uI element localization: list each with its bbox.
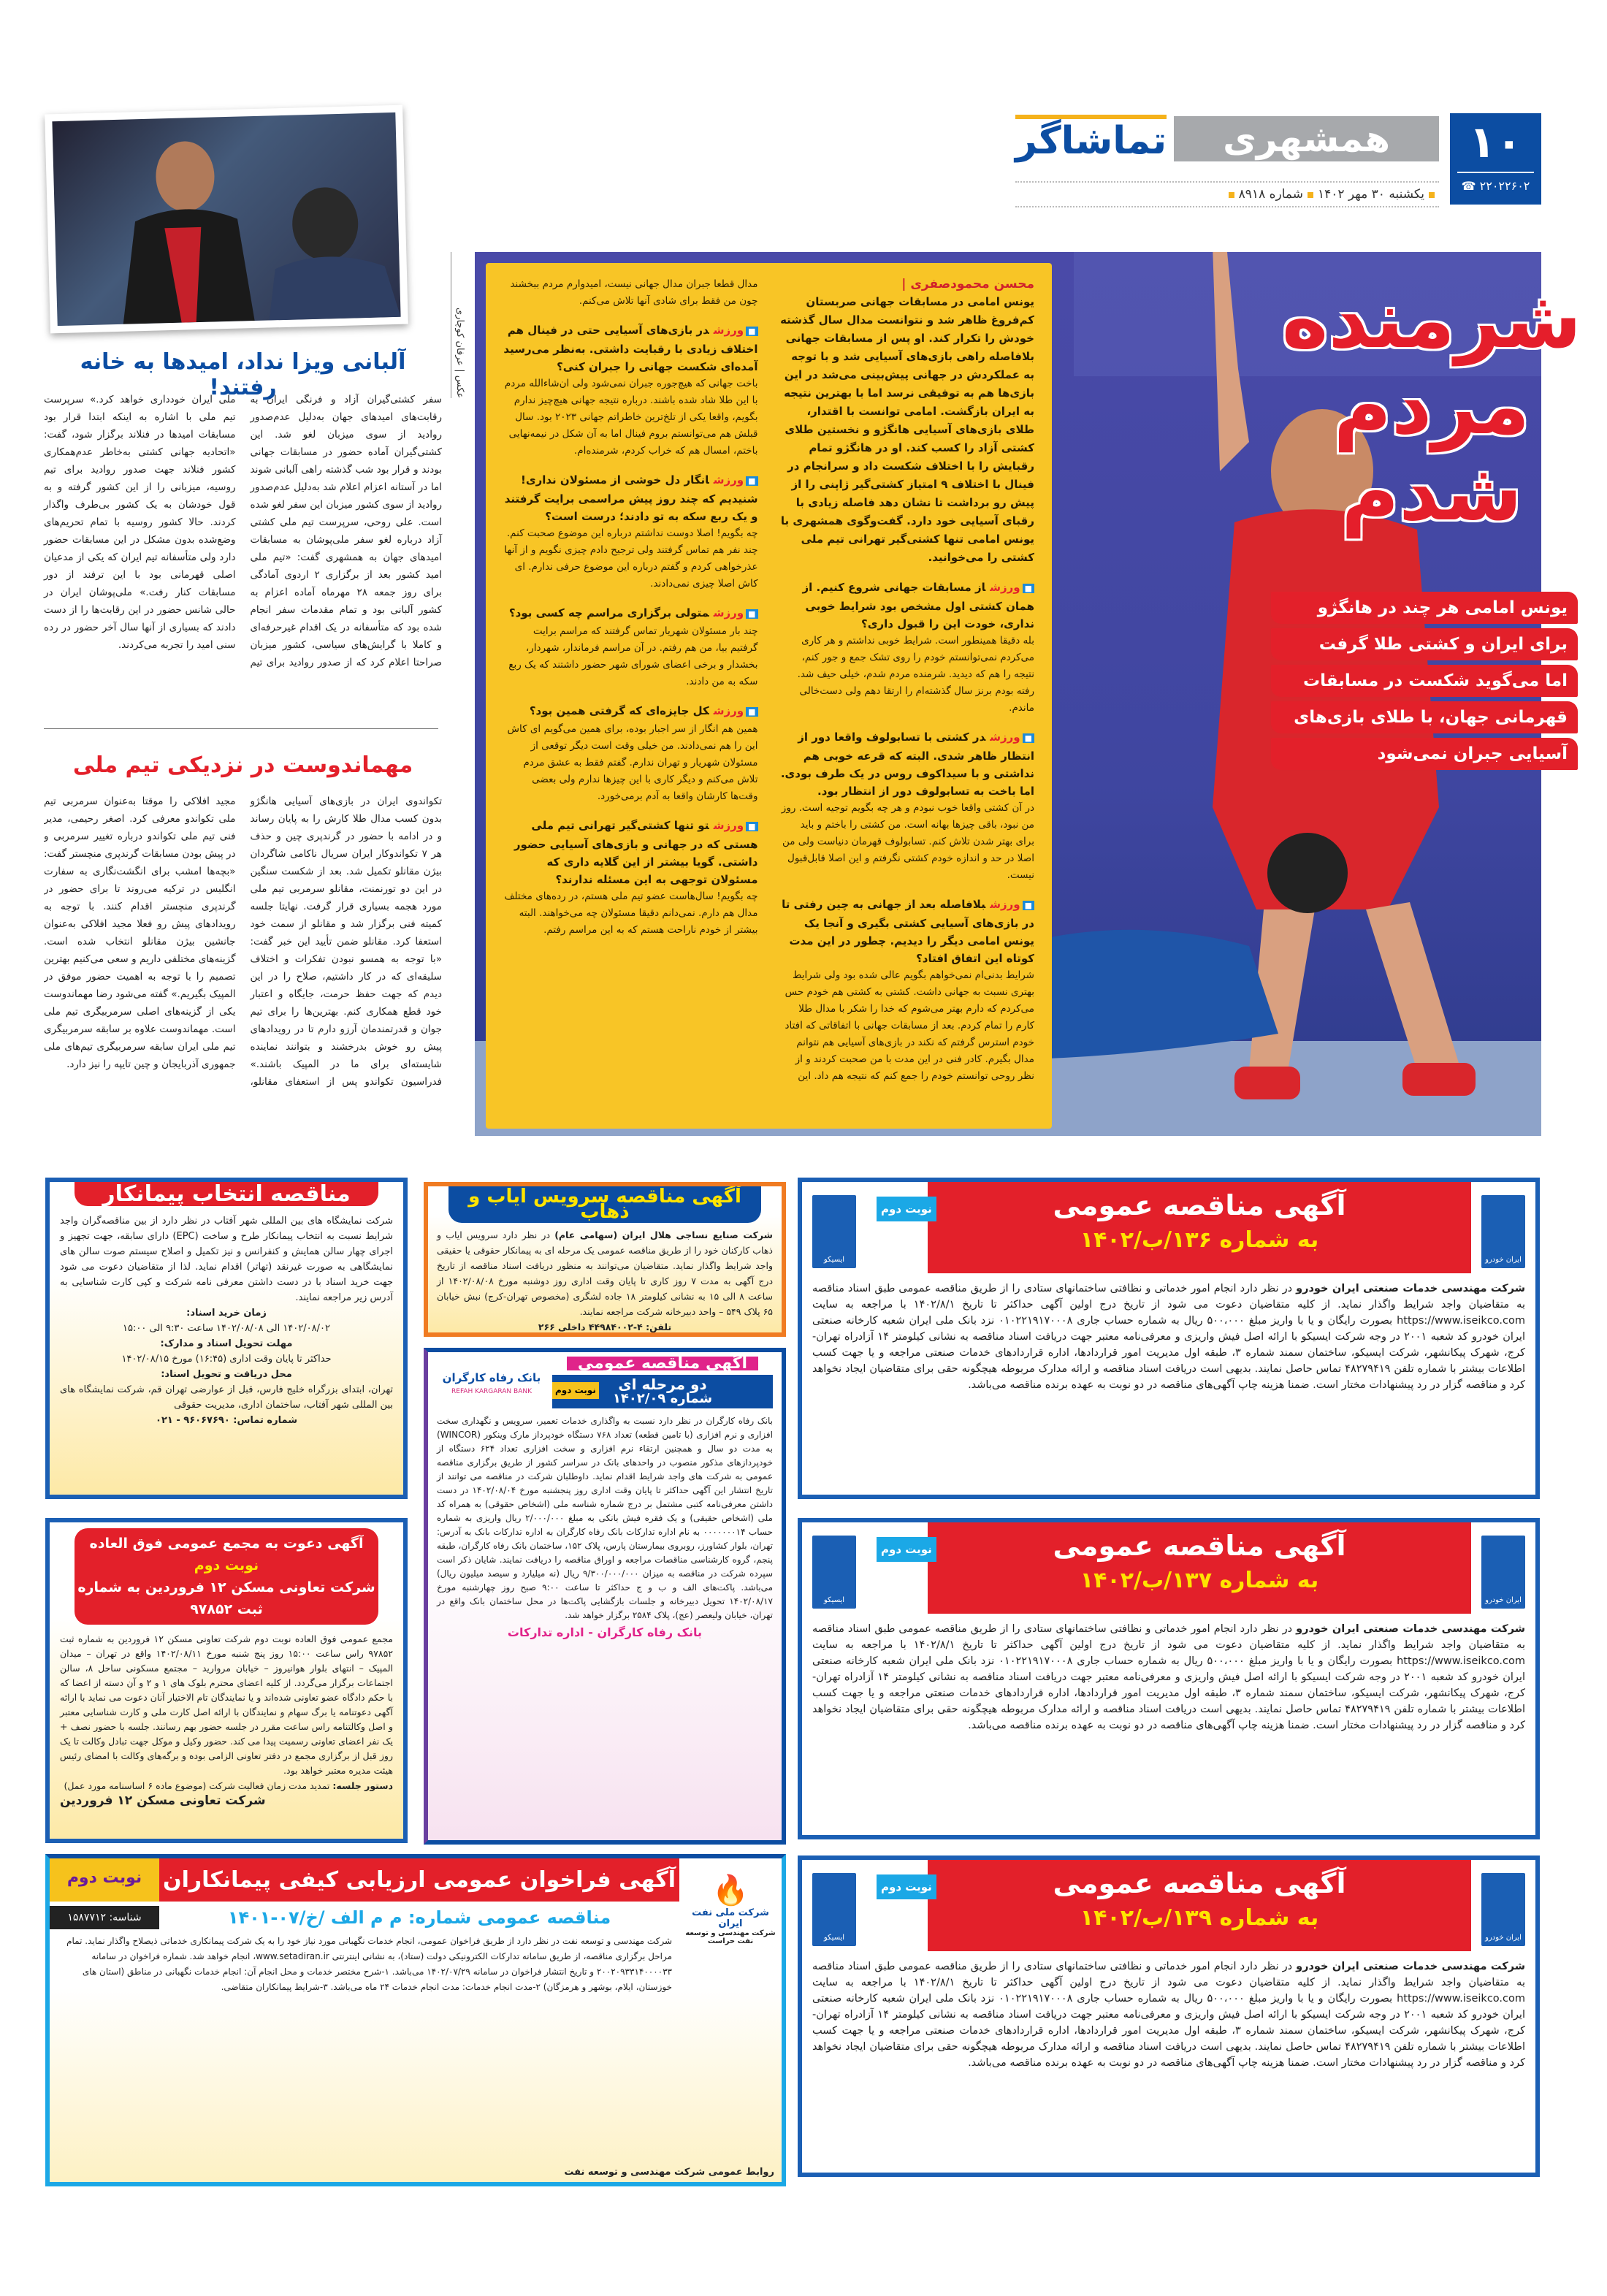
tender-title-band: [881, 1522, 1471, 1614]
question-text: انگار دل خوشی از مسئولان نداری! شنیدیم که چند روز پیش مراسمی برایت گرفتند و یک ربع سکه به تو دادند؛ درست است؟: [504, 473, 758, 523]
wrestlers-photo: [45, 105, 408, 334]
logo-icon: ■: [1023, 584, 1034, 593]
ad-khodro-tender: [798, 1856, 1540, 2177]
logo-text: ایسیکو: [823, 1934, 845, 1942]
ad-body: شرکت مهندسی و توسعه نفت در نظر دارد از طریق فراخوان عمومی، انجام خدمات نگهبانی مورد نیاز خود را به یک شرکت پیمانکاری خدماتی ذیصلاح واگذار نماید. تمام مراحل برگزاری مناقصه، از طریق سامانه تدارکات الکترونیکی دولت (ستاد)، به نشانی اینترنتی www.setadiran.ir، انجام خواهد شد. شماره فراخوان در سامانه ۲۰۰۲۰۹۳۳۱۴۰۰۰۰۳۳ و تاریخ انتشار فراخوان در سامانه ۱۴۰۲/۰۷/۲۹ می‌باشد. ۱-شرح مختصر خدمات و محل انجام آن: انجام خدمات نگهبانی در مناطق (استان های خوزستان، ایلام، بوشهر و هرمزگان) ۲-مدت انجام خدمات: مدت انجام خدمات ۲۴ ماه می‌باشد. ۳-شرایط پیمانکاران متقاضی.: [66, 1936, 672, 1992]
subhead-line: آسیایی جبران نمی‌شود: [1271, 738, 1578, 770]
interview-intro: یونس امامی در مسابقات جهانی صربستان کم‌فروغ ظاهر شد و نتوانست مدال سال گذشته خودش را تکرار کند. او پس از مسابقات جهانی بلافاصله راهی بازی‌های آسیایی شد و با توجه به عملکردش در جهانی پیش‌بینی می‌شد در این بازی‌ها هم به توفیقی نرسد اما با بهترین نتیجه به ایران بازگشت. امامی توانست با اقتدار، طلای بازی‌های آسیایی هانگژو و نخستین طلای کشتی آزاد را کسب کند. او در هانگژو تمام رقبایش را با اختلاف شکست داد و سرانجام در فینال با اختلاف ۹ امتیاز کشتی‌گیر ژاپنی را از پیش رو برداشت تا نشان دهد فاصله زیادی با رقبای آسیایی خود دارد. گفت‌وگوی همشهری با یونس امامی تنها کشتی‌گیر تهرانی تیم ملی کشتی را می‌خوانید.: [780, 295, 1034, 564]
round-badge: نوبت دوم: [877, 1874, 936, 1899]
logo-icon: ■: [746, 476, 757, 486]
article-headline-albania: آلبانی ویزا نداد، امیدها به خانه رفتند!: [80, 349, 406, 400]
interview-question: [503, 471, 758, 525]
round-badge: نوبت دوم: [194, 1557, 259, 1574]
ad-body: شرکت نمایشگاه های بین المللی شهر آفتاب در نظر دارد از بین مناقصه‌گران واجد شرایط نسبت به انتخاب پیمانکار طرح و ساخت (EPC) دارای سابقه، جهت تجهیز و اجرای چهار سالن همایش و کنفرانس و نیز تکمیل و اصلاح سیستم صوت سالن های نمایشگاهی به صورت غیرنقد (تهاتر) اقدام نماید. لذا از متقاضیان دعوت می شود جهت خرید اسناد با در دست داشتن معرفی نامه شرکت و کپی کارت شناسایی به آدرس زیر مراجعه نمایند.: [60, 1216, 393, 1303]
tender-title-band: [881, 1182, 1471, 1273]
interview-answer: چه بگویم! سال‌هاست عضو تیم ملی هستم، در رده‌های مختلف مدال هم دارم. نمی‌دانم دقیقا مسئولان چه می‌خواهند. البته بیشتر از خودم ناراحت هستم که به این مراسم رفتم.: [504, 890, 758, 936]
sub-headline: [1271, 592, 1578, 774]
ad-footer: روابط عمومی شرکت مهندسی و توسعه نفت: [564, 2167, 774, 2178]
interview-question: [780, 896, 1035, 967]
ad-signature: شرکت تعاونی مسکن ۱۲ فروردین: [60, 1793, 266, 1808]
tender-number: به شماره ۱۳۷/ب/۱۴۰۲: [1080, 1568, 1319, 1593]
ad-label: مهلت تحویل اسناد و مدارک:: [160, 1338, 293, 1349]
agenda-label: دستور جلسه:: [332, 1780, 393, 1791]
ad-khodro-tender: [798, 1178, 1540, 1499]
refah-logo: [437, 1357, 546, 1408]
subhead-line: برای ایران و کشتی طلا گرفت: [1271, 628, 1578, 660]
logo-text: ایران خودرو: [1485, 1256, 1522, 1264]
photo-credit: عکس | عرفان کوچاری: [451, 252, 465, 398]
tag-label: ورزش: [990, 581, 1020, 594]
company-name: شرکت مهندسی خدمات صنعتی ایران خودرو: [1296, 1283, 1525, 1294]
logo-main: همشهری: [1174, 116, 1439, 161]
interview-answer: در آن کشتی واقعا خوب نبودم و هر چه بگویم توجیه است. روز من نبود، باقی چیزها بهانه است. من کشتی را باختم و باید برای بهتر شدن تلاش کنم. تسابولوف قهرمان دنیاست ولی من اصلا در حد و اندازه خودم کشتی نگرفتم و این اصلا قابل‌قبول نیست.: [781, 802, 1034, 881]
tender-title-band: [881, 1860, 1471, 1951]
tag-label: ورزش: [713, 324, 744, 337]
subhead-line: قهرمانی جهان، با طلای بازی‌های: [1271, 701, 1578, 733]
article-body-albania: سفر کشتی‌گیران آزاد و فرنگی ایران به رقابت‌های امیدهای جهان به‌دلیل عدم‌صدور روادید از سوی میزبان لغو شد. این کشتی‌گیران آماده حضور در مسابقات جهانی بودند و قرار بود شب گذشته راهی آلبانی شوند اما در آستانه اعزام اعلام شد به‌دلیل عدم‌صدور روادید از سوی کشور میزبان این سفر لغو شده است. علی روحی، سرپرست تیم ملی کشتی آزاد درباره لغو سفر ملی‌پوشان به مسابقات امیدهای جهان به همشهری گفت: «تیم ملی امید کشور بعد از برگزاری ۲ اردوی آمادگی برای روز جمعه ۲۸ مهرماه آماده اعزام به کشور آلبانی بود و تمام مقدمات سفر انجام شده بود که متأسفانه در یک اقدام غیرحرفه‌ای و کاملا با گرایش‌های سیاسی، کشور میزبان صراحتا اعلام کرد که از صدور روادید برای تیم ملی ایران خودداری خواهد کرد.» سرپرست تیم ملی با اشاره به اینکه ابتدا قرار بود مسابقات امیدها در فنلاند برگزار شود، گفت: «اتحادیه جهانی کشتی به‌خاطر عدم‌همکاری کشور فنلاند جهت صدور روادید برای تیم روسیه، میزبانی را از این کشور گرفته و به قول خودشان به یک کشور بی‌طرف واگذار کردند. حالا کشور روسیه با تمام تحریم‌های وضع‌شده بدون مشکل در این مسابقات حضور دارد ولی متأسفانه تیم ایران که یکی از مدعیان اصلی قهرمانی بود با این ترفند از دور مسابقات کنار رفت.» ملی‌پوشان ایران در حالی شانس حضور در این رقابت‌ها را از دست دادند که بسیاری از آنها سال آخر حضور در رده سنی امید را تجربه می‌کردند.: [44, 394, 442, 668]
isiko-logo: [812, 1195, 856, 1268]
tender-title: آگهی مناقصه عمومی: [1053, 1867, 1346, 1899]
company-name: شرکت مهندسی خدمات صنعتی ایران خودرو: [1296, 1961, 1525, 1972]
interview-answer: چه بگویم! اصلا دوست نداشتم درباره این موضوع صحبت کنم. چند نفر هم تماس گرفتند ولی ترجیح دادم چیزی نگویم و از آنها عذرخواهی کردم و گفتم درباره این موضوع حرفی ندارم. ای کاش اصلا چیزی نمی‌دادند.: [504, 527, 758, 590]
logo-icon: ■: [1023, 733, 1034, 743]
interview-question: [780, 728, 1035, 800]
ad-title-line: شرکت تعاونی مسکن ۱۲ فروردین به شماره ثبت ۹۷۸۵۲: [77, 1579, 375, 1617]
interview-panel: [486, 263, 1052, 1129]
ad-phone: شماره تماس: ۹۶۰۶۷۶۹۰ - ۰۲۱: [156, 1415, 297, 1426]
interview-answer: شرایط بدنی‌ام نمی‌خواهم بگویم عالی شده بود ولی شرایط بهتری نسبت به جهانی داشت. کشتی به کشتی هم خودم حس می‌کردم که دارم بهتر می‌شوم که خدا را شکر با مدال طلا کارم را تمام کردم. بعد از مسابقات جهانی با اتفاقاتی که افتاد خودم استرس گرفتم که نکند در بازی‌های آسیایی هم نتوانم مدال بگیرم. کادر فنی در این مدت با من صحبت کردند و از نظر روحی توانستم خودم را جمع کنم که نتیجه هم داد. این مدال قطعا جبران مدال جهانی نیست، امیدوارم مردم ببخشند چون من فقط برای شادی آنها تلاش می‌کنم.: [510, 278, 1034, 1082]
round-badge: نوبت دوم: [877, 1197, 936, 1221]
varzesh-tag: [990, 898, 1034, 911]
interview-question: [780, 579, 1035, 633]
isiko-logo: [812, 1536, 856, 1609]
round-badge: نوبت دوم: [552, 1382, 599, 1399]
ad-title: آگهی مناقصه سرویس ایاب و ذهاب: [448, 1186, 761, 1223]
logo-text: ایران خودرو: [1485, 1934, 1522, 1942]
ad-title: [75, 1528, 378, 1625]
tender-body: [812, 1959, 1525, 2071]
logo-icon: ■: [1023, 901, 1034, 910]
tender-number: به شماره ۱۳۹/ب/۱۴۰۲: [1080, 1905, 1319, 1931]
tender-body: [812, 1621, 1525, 1734]
question-text: در کشتی با تسابولوف واقعا دور از انتظار ظاهر شدی. البته که قرعه خوبی هم نداشتی و با سیداکوف روس در یک طرف بودی. اما باخت به تسابولوف دور از انتظار بود.: [780, 731, 1034, 798]
ad-body: در نظر دارد سرویس ایاب و ذهاب کارکنان خود را از طریق مناقصه عمومی یک مرحله ای به پیمانکار حقوقی یا حقیقی واجد شرایط واگذار نماید. متقاضیان می‌توانند به منظور دریافت اسناد مناقصه از تاریخ درج آگهی به مدت ۷ روز کاری تا پایان وقت اداری روز دوشنبه مورخ ۱۴۰۲/۰۸/۰۸ از ساعت ۸ الی ۱۵ به نشانی کیلومتر ۱۸ جاده لشگری (مخصوص تهران-کرج) نبش خیابان ۶۵ پلاک ۵۴۹ – واحد دبیرخانه شرکت مراجعه نمایند.: [437, 1229, 774, 1317]
tag-label: ورزش: [713, 606, 744, 619]
page-number: ۱۰: [1468, 117, 1523, 168]
varzesh-tag: [714, 819, 758, 832]
article-body-taekwondo: تکواندوی ایران در بازی‌های آسیایی هانگژو بدون کسب مدال طلا کارش را به پایان رساند و در ادامه با حضور در گرندپری چین و حذف هر ۷ تکواندوکار ایران سریال ناکامی شاگردان بیژن مقانلو تکمیل شد. بعد از شکست سنگین در این دو تورنمنت، مقانلو سرمربی تیم ملی مورد هجمه بسیاری قرار گرفت. نهایتا جلسه کمیته فنی برگزار شد و مقانلو از سمت خود استعفا کرد. مقانلو ضمن تأیید این خبر گفت: «با توجه به همسو نبودن تفکرات و اختلاف سلیقه‌ای که در کار داشتیم، صلاح را در این دیدم که جهت حفظ حرمت، جایگاه و اعتبار خود قطع همکاری کنم. بهترین‌ها را برای تیم جوان و قدرتمندمان آرزو دارم تا در رویدادهای پیش رو خوش بدرخشند و بتوانند نماینده شایسته‌ای برای ما در المپیک باشند.» فدراسیون تکواندو پس از استعفای مقانلو، مجید افلاکی را موقتا به‌عنوان سرمربی تیم ملی تکواندو معرفی کرد. اصغر رحیمی، مدیر فنی تیم ملی تکواندو درباره تغییر سرمربی و در پیش بودن مسابقات گرندپری منچستر گفت: «بچه‌ها امشب برای انگشت‌نگاری به سفارت انگلیس در ترکیه می‌روند تا برای حضور در گرندپری منچستر اقدام کنند. با توجه به رویدادهای پیش رو فعلا مجید افلاکی به‌عنوان جانشین بیژن مقانلو انتخاب شده است. گزینه‌های مختلفی داریم و سعی می‌کنیم بهترین تصمیم را با توجه به اهمیت حضور موفق در المپیک بگیریم.» گفته می‌شود رضا مهماندوست یکی از گزینه‌های اصلی سرمربیگری تیم ملی است. مهماندوست علاوه بر سابقه سرمربیگری تیم ملی ایران سابقه سرمربیگری تیم‌های ملی جمهوری آذربایجان و چین تایپه را نیز دارد.: [44, 796, 442, 1088]
tag-label: ورزش: [990, 898, 1020, 911]
varzesh-tag: [714, 704, 758, 717]
bank-name-en: REFAH KARGARAN BANK: [451, 1388, 532, 1395]
ad-id: شناسه: ۱۵۸۷۷۱۲: [50, 1906, 159, 1929]
flame-icon: 🔥: [712, 1874, 749, 1907]
interview-answer: باخت جهانی که هیچ‌جوره جبران نمی‌شود ولی ان‌شاءالله مردم با این طلا شاد شده باشند. درباره نتیجه جهانی هیچ‌چیز ندارم بگویم، واقعا یکی از تلخ‌ترین خاطراتم جهانی ۲۰۲۳ بود. سال قبلش هم می‌توانستم بروم فینال اما به آن شکل در نیمه‌نهایی باختم، امسال هم که خراب کردم، شرمنده‌ام.: [504, 378, 758, 457]
interview-question: [503, 604, 758, 623]
phone-number: ☎ ۲۲۰۲۲۶۰۲: [1457, 172, 1534, 193]
logo-icon: ■: [746, 822, 757, 831]
interview-question: [503, 817, 758, 888]
naft-logo: [679, 1858, 782, 1995]
phone-icon: ☎: [1461, 179, 1480, 193]
ad-shuttle-service: [424, 1182, 786, 1337]
tender-title: آگهی مناقصه عمومی: [1053, 1530, 1346, 1562]
tag-label: ورزش: [713, 473, 744, 487]
logo-icon: ■: [746, 707, 757, 717]
varzesh-tag: [714, 324, 758, 337]
varzesh-tag: [990, 581, 1034, 594]
company-sub: شرکت مهندسی و توسعه نفت حراست: [685, 1929, 776, 1945]
main-headline: شرمنده مردم شدم: [1281, 275, 1582, 538]
ad-assembly-invitation: [45, 1518, 408, 1843]
logo-icon: ■: [746, 609, 757, 619]
varzesh-tag: [714, 606, 758, 619]
issue-date: یکشنبه ۳۰ مهر ۱۴۰۲: [1317, 187, 1424, 202]
question-text: تو تنها کشتی‌گیر تهرانی تیم ملی هستی که در جهانی و بازی‌های آسیایی حضور داشتی. گویا بیشتر از این گلایه داری که مسئولان توجهی به این مسئله ندارند؟: [514, 819, 758, 886]
divider: [44, 728, 438, 729]
varzesh-tag: [990, 731, 1034, 744]
ad-body: بانک رفاه کارگران در نظر دارد نسبت به واگذاری خدمات تعمیر، سرویس و نگهداری سخت افزاری و نرم افزاری (با تامین قطعه) تعداد ۷۶۸ دستگاه خودپرداز مارک وینکور (WINCOR) به مدت دو سال و همچنین ارتقاء نرم افزاری و سخت افزاری تعداد ۶۲۴ دستگاه از خودپردازهای مذکور منصوب در واحدهای بانک در سراسر کشور از طریق برگزاری مناقصه عمومی به شرکت های واجد شرایط اقدام نماید. داوطلبان شرکت در مناقصه می توانند از تاریخ انتشار این آگهی حداکثر تا پایان وقت اداری روز پنجشنبه مورخ ۱۴۰۲/۰۸/۰۴ در دست داشتن معرفی‌نامه کتبی مشتمل بر درج شماره شناسه ملی (اشخاص حقوقی) به همراه کد ملی (اشخاص حقیقی) و یک فقره فیش بانکی به مبلغ ۲/۰۰۰/۰۰۰ ریال واریزی به شماره حساب ۰۰۰۰۰۰۰۱۴ به نام اداره تدارکات بانک رفاه کارگران به اداره تدارکات بانک به آدرس: تهران، بلوار کشاورز، روبروی بیمارستان پارس، پلاک ۱۵۲، ساختمان بانک رفاه کارگران، طبقه پنجم، گروه کارشناسی مناقصات مراجعه و اوراق مناقصه را دریافت نمایند. شایان ذکر است سپرده شرکت در مناقصه به میزان ۹/۳۰۰/۰۰۰/۰۰۰ ریال (نه میلیارد و سیصد میلیون ریال) می‌باشد. پاکت‌های الف و ب و ج حداکثر تا ساعت ۹:۰۰ صبح روز چهارشنبه مورخ ۱۴۰۲/۰۸/۱۷ تحویل دبیرخانه و جلسات بازگشایی پاکت‌ها در محل ساختمان بانک واقع در تهران، خیابان ولیعصر (عج)، پلاک ۲۵۸۴ برگزار خواهد شد.: [437, 1416, 774, 1620]
issue-number: شماره ۸۹۱۸: [1238, 187, 1303, 202]
ad-number: شماره ۱۴۰۲/۰۹: [612, 1391, 713, 1406]
tag-label: ورزش: [713, 704, 744, 717]
ad-label: محل دریافت و تحویل اسناد:: [161, 1369, 292, 1380]
subhead-line: یونس امامی هر چند در هانگژو: [1271, 592, 1578, 624]
ad-company: شرکت صنایع نساجی هلال ایران (سهامی عام): [554, 1229, 773, 1240]
ad-value: حداکثر تا پایان وقت اداری (۱۶:۴۵) مورخ ۱۴۰۲/۰۸/۱۵: [121, 1354, 332, 1365]
tender-text: در نظر دارد انجام امور خدماتی و نظافتی ساختمانهای ستادی را از طریق مناقصه عمومی طبق اسناد مناقصه به متقاضیان واجد شرایط واگذار نماید. از کلیه متقاضیان دعوت می شود از تاریخ درج اولین آگهی حداکثر تا تاریخ ۱۴۰۲/۸/۱ با مراجعه به سایت https://www.iseikco.com بصورت رایگان و یا با واریز مبلغ ۵۰۰،۰۰۰ ریال به شماره حساب جاری ۰۱۰۲۲۱۹۱۷۰۰۰۸ نزد بانک ملی ایران شعبه کارخانه صنعتی ایران خودرو کد شعبه ۲۰۰۱ در وجه شرکت ایسیکو با ارائه اصل فیش واریزی و معرفی‌نامه معتبر جهت دریافت اسناد مناقصه به نشانی کیلومتر ۱۴ آزادراه تهران-کرج، شهرک پیکانشهر، شرکت ایسیکو، ساختمان سمند شماره ۳، طبقه اول مدیریت امور قراردادها، اداره قراردادهای خدمات صنعتی مراجعه و یا جهت کسب اطلاعات بیشتر با شماره تلفن ۴۸۲۷۹۴۱۹ تماس حاصل نمایند. بدیهی است دریافت اسناد مناقصه و ارائه مدارک مربوطه هیچگونه حقی برای متقاضیان ایجاد نخواهد کرد و مناقصه گزار در رد پیشنهادات مختار است. ضمنا هزینه چاپ آگهی‌های مناقصه در دو نوبت به عهده برنده مناقصه می‌باشد.: [812, 1961, 1526, 2069]
masthead-logo: [1015, 113, 1439, 164]
ad-body: مجمع عمومی فوق العاده نوبت دوم شرکت تعاونی مسکن ۱۲ فروردین به شماره ثبت ۹۷۸۵۲ راس ساعت ۱۵:۰۰ روز پنج شنبه مورخ ۱۴۰۲/۰۸/۱۱ واقع در تهران – میدان المپیک – انتهای بلوار هوانیروز – خیابان مروارید – مجتمع مسکونی ساحل ۸، سالن اجتماعات برگزار می‌گردد. از کلیه اعضای محترم بلوک های ۱ و ۲ و آن دسته از اعضا که با حکم دادگاه عضو تعاونی شده‌اند و یا نمایندگان تام الاختیار آنان دعوت می نماید با ارائه آگهی دعوتنامه یا برگ سهام و نمایندگان با ارائه اصل کارت ملی و کارت شناسایی معتبر و اصل وکالتنامه راس ساعت مقرر در جلسه حضور بهم رسانند. جلسه با حضور نصف + یک نفر اعضای تعاونی رسمیت پیدا می کند. حضور وکیل و موکل جهت تبادل وکالت تا یک روز قبل از برگزاری مجمع در دفتر تعاونی الزامی بوده و برگه‌های وکالت با امضای رئیس هیئت مدیره معتبر خواهد بود.: [60, 1633, 393, 1776]
round-badge: نوبت دوم: [877, 1537, 936, 1562]
interview-answer: بله دقیقا همینطور است. شرایط خوبی نداشتم و هر کاری می‌کردم نمی‌توانستم خودم را روی تشک جمع و جور کنم، نتیجه را هم که دیدید. شرمنده مردم شدم، خیلی حیف شد. رفته بودم برنز سال گذشته‌ام را ارتقا دهم ولی دست‌خالی ماندم.: [797, 635, 1034, 714]
ad-refah-bank: [424, 1348, 786, 1845]
ad-title: مناقصه انتخاب پیمانکار: [75, 1182, 378, 1206]
logo-section: تماشاگر: [1015, 115, 1167, 163]
page-number-box: [1450, 113, 1541, 205]
ad-title: آگهی فراخوان عمومی ارزیابی کیفی پیمانکاران: [159, 1858, 679, 1902]
ad-title-line: آگهی دعوت به مجمع عمومی فوق العاده: [89, 1536, 364, 1552]
ad-value: تهران، ابتدای بزرگراه خلیج فارس، قبل از عوارضی تهران قم، شرکت نمایشگاه های بین المللی شهر آفتاب، ساختمان اداری، مدیریت حقوقی: [60, 1384, 393, 1411]
ad-contractor-selection: [45, 1178, 408, 1499]
iran-khodro-logo: [1481, 1536, 1525, 1609]
ad-stage: دو مرحله ای: [618, 1376, 707, 1393]
question-text: در بازی‌های آسیایی حتی در فینال هم اختلاف زیادی با رقبایت داشتی. به‌نظر می‌رسید آمده‌ای شکست جهانی را جبران کنی؟: [503, 324, 758, 373]
subhead-line: اما می‌گوید شکست در مسابقات: [1271, 665, 1578, 697]
tender-text: در نظر دارد انجام امور خدماتی و نظافتی ساختمانهای ستادی را از طریق مناقصه عمومی طبق اسناد مناقصه به متقاضیان واجد شرایط واگذار نماید. از کلیه متقاضیان دعوت می شود از تاریخ درج اولین آگهی حداکثر تا تاریخ ۱۴۰۲/۸/۱ با مراجعه به سایت https://www.iseikco.com بصورت رایگان و یا با واریز مبلغ ۵۰۰،۰۰۰ ریال به شماره حساب جاری ۰۱۰۲۲۱۹۱۷۰۰۰۸ نزد بانک ملی ایران شعبه کارخانه صنعتی ایران خودرو کد شعبه ۲۰۰۱ در وجه شرکت ایسیکو با ارائه اصل فیش واریزی و معرفی‌نامه معتبر جهت دریافت اسناد مناقصه به نشانی کیلومتر ۱۴ آزادراه تهران-کرج، شهرک پیکانشهر، شرکت ایسیکو، ساختمان سمند شماره ۳، طبقه اول مدیریت امور قراردادها، اداره قراردادهای خدمات صنعتی مراجعه و یا جهت کسب اطلاعات بیشتر با شماره تلفن ۴۸۲۷۹۴۱۹ تماس حاصل نمایند. بدیهی است دریافت اسناد مناقصه و ارائه مدارک مربوطه هیچگونه حقی برای متقاضیان ایجاد نخواهد کرد و مناقصه گزار در رد پیشنهادات مختار است. ضمنا هزینه چاپ آگهی‌های مناقصه در دو نوبت به عهده برنده مناقصه می‌باشد.: [812, 1623, 1526, 1731]
ad-phone: تلفن: ۴-۴۴۹۸۴۰۰۲ داخلی ۲۶۶: [538, 1321, 672, 1332]
article-headline-taekwondo: مهماندوست در نزدیکی تیم ملی: [72, 752, 413, 778]
photo-illustration: [52, 112, 400, 326]
iran-khodro-logo: [1481, 1873, 1525, 1946]
author-byline: محسن محمودصفری |: [901, 277, 1034, 291]
tag-label: ورزش: [713, 819, 744, 832]
tag-label: ورزش: [990, 731, 1020, 744]
tender-text: در نظر دارد انجام امور خدماتی و نظافتی ساختمانهای ستادی را از طریق مناقصه عمومی طبق اسناد مناقصه به متقاضیان واجد شرایط واگذار نماید. از کلیه متقاضیان دعوت می شود از تاریخ درج اولین آگهی حداکثر تا تاریخ ۱۴۰۲/۸/۱ با مراجعه به سایت https://www.iseikco.com بصورت رایگان و یا با واریز مبلغ ۵۰۰،۰۰۰ ریال به شماره حساب جاری ۰۱۰۲۲۱۹۱۷۰۰۰۸ نزد بانک ملی ایران شعبه کارخانه صنعتی ایران خودرو کد شعبه ۲۰۰۱ در وجه شرکت ایسیکو با ارائه اصل فیش واریزی و معرفی‌نامه معتبر جهت دریافت اسناد مناقصه به نشانی کیلومتر ۱۴ آزادراه تهران-کرج، شهرک پیکانشهر، شرکت ایسیکو، ساختمان سمند شماره ۳، طبقه اول مدیریت امور قراردادها، اداره قراردادهای خدمات صنعتی مراجعه و یا جهت کسب اطلاعات بیشتر با شماره تلفن ۴۸۲۷۹۴۱۹ تماس حاصل نمایند. بدیهی است دریافت اسناد مناقصه و ارائه مدارک مربوطه هیچگونه حقی برای متقاضیان ایجاد نخواهد کرد و مناقصه گزار در رد پیشنهادات مختار است. ضمنا هزینه چاپ آگهی‌های مناقصه در دو نوبت به عهده برنده مناقصه می‌باشد.: [812, 1283, 1526, 1391]
tender-number: به شماره ۱۳۶/ب/۱۴۰۲: [1080, 1227, 1319, 1253]
varzesh-tag: [714, 473, 758, 487]
agenda-text: تمدید مدت زمان فعالیت شرکت (موضوع ماده ۶ اساسنامه مورد عمل): [64, 1780, 330, 1791]
tender-title: آگهی مناقصه عمومی: [1053, 1189, 1346, 1221]
interview-answer: چند بار مسئولان شهریار تماس گرفتند که مراسم برایت گرفتیم بیا، من هم رفتم. در آن مراسم فرماندار، شهردار، بخشدار و برخی اعضای شورای شهر حضور داشتند که یک ربع سکه به من دادند.: [508, 625, 758, 687]
question-text: کل جایزه‌ای که گرفتی همین بود؟: [529, 704, 709, 717]
company-name: شرکت مهندسی خدمات صنعتی ایران خودرو: [1296, 1623, 1525, 1635]
ad-label: زمان خرید اسناد:: [186, 1308, 267, 1319]
logo-icon: ■: [746, 327, 757, 336]
ad-value: ۱۴۰۲/۰۸/۰۲ الی ۱۴۰۲/۰۸/۰۸ ساعت ۹:۳۰ الی ۱۵:۰۰: [123, 1323, 330, 1334]
logo-text: ایران خودرو: [1485, 1596, 1522, 1604]
logo-text: ایسیکو: [823, 1256, 845, 1264]
interview-question: [503, 321, 758, 375]
ad-subtitle: مناقصه عمومی شماره: م م الف /خ/۰۷-۱۴۰۱: [227, 1907, 611, 1928]
tender-body: [812, 1281, 1525, 1393]
bank-name: بانک رفاه کارگران: [442, 1371, 541, 1384]
ad-title: آگهی مناقصه عمومی: [567, 1357, 758, 1370]
ad-khodro-tender: [798, 1518, 1540, 1839]
question-text: متولی برگزاری مراسم چه کسی بود؟: [508, 606, 709, 619]
question-text: بلافاصله بعد از جهانی به چین رفتی تا در بازی‌های آسیایی کشتی بگیری و آنجا یک یونس امامی دیگر را دیدیم. چطور در این مدت کوتاه این اتفاق افتاد؟: [782, 898, 1034, 965]
logo-text: ایسیکو: [823, 1596, 845, 1604]
company-name: شرکت ملی نفت ایران: [692, 1907, 769, 1929]
interview-question: [503, 702, 758, 721]
iran-khodro-logo: [1481, 1195, 1525, 1268]
isiko-logo: [812, 1873, 856, 1946]
interview-answer: همین هم انگار از سر اجبار بوده، برای همین می‌گویم ای کاش این را هم نمی‌دادند. من خیلی وقت است دیگر توقعی از مسئولان شهریار و تهران ندارم. گفتم فقط به عشق مردم تلاش می‌کنم و دیگر کاری با این چیزها ندارم ولی بعضی وقت‌ها کارشان واقعا به آدم برمی‌خورد.: [507, 723, 758, 802]
dateline: [1015, 181, 1439, 207]
question-text: از مسابقات جهانی شروع کنیم. از همان کشتی اول مشخص بود شرایط خوبی نداری، خودت این را قبول داری؟: [802, 581, 1034, 630]
round-badge: نوبت دوم: [50, 1858, 159, 1902]
ad-footer: بانک رفاه کارگران - اداره تدارکات: [507, 1625, 703, 1639]
ad-naft-contractor-evaluation: [45, 1854, 786, 2186]
